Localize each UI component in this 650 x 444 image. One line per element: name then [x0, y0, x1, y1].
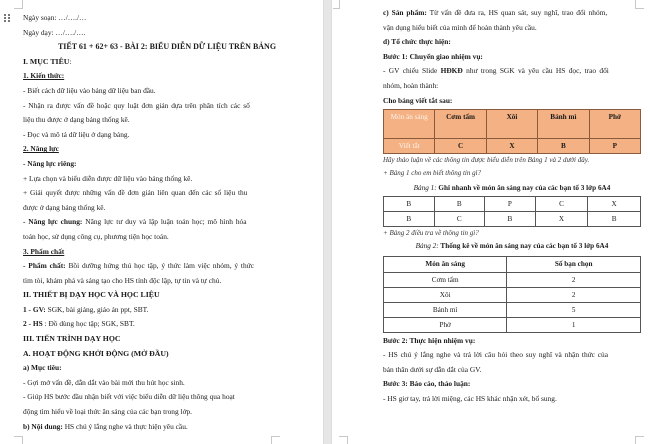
general-competency-label: - Năng lực chung:: [23, 217, 83, 227]
step-2-heading: Bước 2: Thực hiện nhiệm vụ:: [383, 335, 476, 345]
lesson-title: TIẾT 61 + 62+ 63 - BÀI 2: BIỂU DIỄN DỮ LIỆU TRÊN BẢNG: [57, 42, 277, 52]
student-label: 2 - HS: [23, 319, 43, 329]
table-row: [384, 287, 641, 302]
crop-mark-bottom-left: [14, 436, 23, 444]
dish-cell: Xôi: [486, 110, 537, 139]
crop-mark-top-left: [14, 0, 23, 9]
activity-a-heading: A. HOẠT ĐỘNG KHỞI ĐỘNG (MỞ ĐẦU): [23, 348, 169, 358]
date-taught: Ngày dạy: …/…./….: [23, 27, 86, 37]
table-1-caption: [383, 181, 641, 196]
table-move-handle-icon[interactable]: [4, 14, 10, 22]
colon: :: [69, 56, 72, 66]
product-label: c) Sản phẩm:: [383, 8, 427, 17]
teacher-text: SGK, bài giảng, giáo án ppt, SBT.: [45, 304, 149, 314]
teacher-task: [383, 64, 641, 79]
objective-item-2-cont: động tìm hiểu về loại thức ăn sáng của các bạn trong lớp.: [23, 407, 193, 417]
teacher-task-cont: nhóm, hoàn thành:: [383, 80, 439, 90]
teacher-label: 1 - GV:: [23, 304, 46, 314]
teacher-task-text-2: như trong SGK và yêu cầu HS đọc, trao đổi: [462, 66, 609, 76]
content-text: HS chú ý lắng nghe và thực hiện yêu cầu.: [62, 421, 188, 431]
table-cell: X: [588, 197, 641, 212]
abbr-header-label: Món ăn sáng: [384, 110, 435, 139]
table-cell: B: [485, 212, 536, 227]
content-line: [23, 420, 301, 435]
equipment-student: [23, 317, 301, 332]
abbr-table-header-row: [384, 110, 641, 139]
step-1-heading: Bước 1: Chuyển giao nhiệm vụ:: [383, 51, 483, 61]
abbreviation-table: [383, 109, 641, 154]
competency-item-1: + Lựa chọn và biểu diễn được dữ liệu vào bảng thống kê.: [23, 173, 193, 183]
student-text: : Đồ dùng học tập; SGK, SBT.: [42, 319, 135, 329]
page-gutter: [323, 0, 332, 444]
subheading-qualities: 3. Phẩm chất: [23, 246, 65, 256]
table-2-statistics: [383, 256, 641, 333]
page-right: [333, 0, 650, 444]
table-row: [384, 317, 641, 332]
step-2-text-cont: bản thân dưới sự dẫn dắt của GV.: [383, 364, 482, 374]
table-cell: B: [384, 212, 435, 227]
count-cell: 2: [507, 287, 641, 302]
dish-cell: Phở: [589, 110, 640, 139]
subheading-knowledge: 1. Kiến thức:: [23, 71, 65, 81]
knowledge-item-1: - Biết cách dữ liệu vào bảng dữ liệu ban đầu.: [23, 85, 156, 95]
crop-mark-bottom-right: [271, 436, 280, 444]
left-page-content: [23, 11, 301, 434]
objective-item-2: - Giúp HS bước đầu nhận biết với việc biểu diễn dữ liệu thông qua hoạt: [23, 392, 235, 402]
general-competency: [23, 215, 301, 230]
section-objectives: [23, 55, 301, 70]
abbr-cell: P: [589, 139, 640, 154]
dish-cell: Phở: [384, 317, 507, 332]
competency-item-2-cont: được ở dạng bảng thống kê.: [23, 202, 106, 212]
general-competency-cont: toán học, sử dụng công cụ, phương tiện học toán.: [23, 231, 169, 241]
step-2-text: - HS chú ý lắng nghe và trả lời câu hỏi theo suy nghĩ và nhận thức của: [383, 350, 609, 360]
caption-separator: :: [436, 242, 441, 251]
table-cell: C: [434, 212, 485, 227]
dish-cell: Bánh mì: [384, 302, 507, 317]
table-row: [384, 197, 641, 212]
right-page-content: [383, 6, 641, 407]
table-2-caption-label: Bảng 2: [415, 242, 437, 251]
table-cell: B: [588, 212, 641, 227]
date-prepared: Ngày soạn: …/…./…: [23, 13, 87, 22]
dish-cell: Bánh mì: [538, 110, 589, 139]
table-cell: B: [384, 197, 435, 212]
organization-label: d) Tổ chức thực hiện:: [383, 37, 451, 47]
discussion-prompt: Hãy thảo luận về các thông tin được biểu diễn trên Bảng 1 và 2 dưới đây.: [383, 156, 590, 165]
qualities-label: - Phẩm chất:: [23, 261, 66, 271]
table-row: [384, 302, 641, 317]
count-cell: 1: [507, 317, 641, 332]
table-row: [384, 212, 641, 227]
caption-separator: :: [434, 183, 439, 192]
specific-competency-label: - Năng lực riêng:: [23, 158, 77, 168]
count-cell: 2: [507, 272, 641, 287]
table-2-caption: [383, 239, 641, 254]
section-process: III. TIẾN TRÌNH DẠY HỌC: [23, 334, 121, 344]
abbr-table-row: [384, 139, 641, 154]
question-1: + Bảng 1 cho em biết thông tin gì?: [383, 169, 482, 178]
teacher-task-text: - GV chiếu Slide: [383, 66, 441, 76]
table-header-row: [384, 256, 641, 272]
question-2: + Bảng 2 điều tra về thông tin gì?: [383, 229, 479, 238]
step-3-heading: Bước 3: Báo cáo, thảo luận:: [383, 379, 471, 389]
abbr-row-label: Viết tắt: [384, 139, 435, 154]
product-line: [383, 6, 641, 21]
crop-mark-bottom-left: [339, 436, 348, 444]
abbr-cell: X: [486, 139, 537, 154]
table-1-caption-text: Ghi nhanh về món ăn sáng nay của các bạn tổ 3 lớp 6A4: [438, 183, 611, 192]
knowledge-item-3: - Đọc và mô tả dữ liệu ở dạng bảng.: [23, 129, 130, 139]
abbr-cell: B: [538, 139, 589, 154]
page-left: [0, 0, 323, 444]
equipment-teacher: [23, 303, 301, 318]
table-2-caption-text: Thống kê về món ăn sáng nay của các bạn tổ 3 lớp 6A4: [440, 242, 609, 251]
slide-name: HĐKĐ: [440, 66, 463, 76]
content-label: b) Nội dung:: [23, 421, 63, 431]
subheading-competency: 2. Năng lực: [23, 144, 59, 154]
knowledge-item-2-cont: liệu thu được ở dạng bảng thống kê.: [23, 115, 130, 125]
objective-item-1: - Gợi mở vấn đề, dẫn dắt vào bài mới thu hút học sinh.: [23, 377, 185, 387]
knowledge-item-2: - Nhận ra được vấn đề hoặc quy luật đơn giản dựa trên phân tích các số: [23, 100, 250, 110]
general-competency-text: Năng lực tư duy và lập luận toán học; mô hình hóa: [82, 217, 247, 227]
qualities: [23, 259, 301, 274]
column-header-dish: Món ăn sáng: [384, 256, 507, 272]
table-cell: B: [434, 197, 485, 212]
column-header-count: Số bạn chọn: [507, 256, 641, 272]
product-text: Từ vấn đề đưa ra, HS quan sát, suy nghĩ, trao đổi nhóm,: [426, 8, 608, 17]
count-cell: 5: [507, 302, 641, 317]
crop-mark-bottom-right: [635, 436, 644, 444]
qualities-cont: tìm tòi, khám phá và sáng tạo cho HS tính độc lập, tự tin và tự chủ.: [23, 275, 222, 285]
abbr-table-intro: Cho bảng viết tắt sau:: [383, 95, 453, 105]
table-cell: P: [485, 197, 536, 212]
objective-label: a) Mục tiêu:: [23, 363, 62, 373]
table-row: [384, 272, 641, 287]
section-heading: I. MỤC TIÊU: [23, 56, 70, 66]
abbr-cell: C: [435, 139, 486, 154]
dish-cell: Xôi: [384, 287, 507, 302]
table-1-quick-notes: [383, 196, 641, 227]
competency-item-2: + Giải quyết được những vấn đề đơn giản liên quan đến các số liệu thu: [23, 188, 248, 198]
step-3-text: - HS giơ tay, trả lời miệng, các HS khác nhận xét, bổ sung.: [383, 393, 557, 403]
crop-mark-top-left: [333, 0, 340, 9]
table-cell: X: [535, 212, 588, 227]
section-equipment: II. THIẾT BỊ DẠY HỌC VÀ HỌC LIỆU: [23, 290, 160, 300]
dish-cell: Cơm tấm: [384, 272, 507, 287]
dish-cell: Cơm tấm: [435, 110, 486, 139]
table-1-caption-label: Bảng 1: [413, 183, 435, 192]
table-cell: C: [535, 197, 588, 212]
qualities-text: Bồi dưỡng hứng thú học tập, ý thức làm việc nhóm, ý thức: [65, 261, 254, 271]
product-cont: vận dụng hiểu biết của mình để hoàn thành yêu cầu.: [383, 22, 537, 32]
